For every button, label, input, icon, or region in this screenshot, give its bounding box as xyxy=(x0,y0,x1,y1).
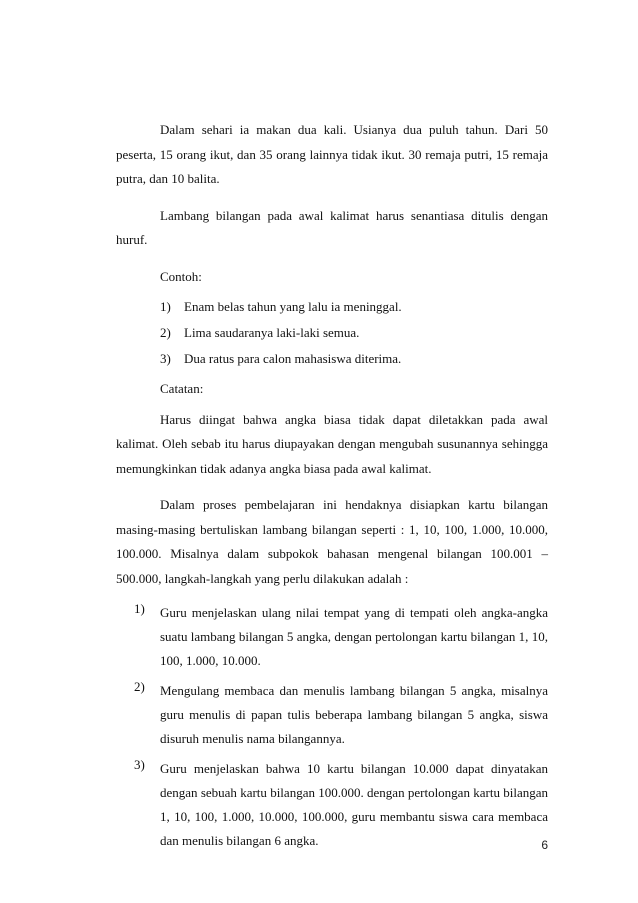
list-number: 3) xyxy=(134,757,145,772)
list-number: 1) xyxy=(134,601,145,616)
list-number: 2) xyxy=(134,679,145,694)
list-item xyxy=(160,347,548,371)
list-text: Dua ratus para calon mahasiswa diterima. xyxy=(184,351,402,366)
steps-list xyxy=(116,601,548,853)
page-content xyxy=(116,118,548,859)
list-text: Lima saudaranya laki-laki semua. xyxy=(184,325,360,340)
list-text: Mengulang membaca dan menulis lambang bilangan 5 angka, misalnya guru menulis di papan tulis beberapa lambang bilangan 5 angka, siswa disuruh menulis nama bilangannya. xyxy=(160,683,548,746)
paragraph-catatan: Harus diingat bahwa angka biasa tidak dapat diletakkan pada awal kalimat. Oleh sebab itu harus diupayakan dengan mengubah susunannya sehingga memungkinkan tidak adanya angka biasa pada awal kalimat. xyxy=(116,411,548,476)
list-item xyxy=(160,321,548,345)
list-item xyxy=(116,601,548,673)
paragraph-pembelajaran: Dalam proses pembelajaran ini hendaknya disiapkan kartu bilangan masing-masing bertuliskan lambang bilangan seperti : 1, 10, 100, 1.000, 10.000, 100.000. Misalnya dalam subpokok bahasan mengenal bilangan 100.001 – 500.000, langkah-langkah yang perlu dilakukan adalah : xyxy=(116,497,548,586)
list-text: Enam belas tahun yang lalu ia meninggal. xyxy=(184,299,402,314)
paragraph-usia: Dalam sehari ia makan dua kali. Usianya dua puluh tahun. Dari 50 peserta, 15 orang ikut, dan 35 orang lainnya tidak ikut. 30 remaja putri, 15 remaja putra, dan 10 balita. xyxy=(116,122,548,186)
list-item xyxy=(116,679,548,751)
list-text: Guru menjelaskan ulang nilai tempat yang di tempati oleh angka-angka suatu lambang bilangan 5 angka, dengan pertolongan kartu bilangan 1, 10, 100, 1.000, 10.000. xyxy=(160,605,548,668)
list-item xyxy=(116,757,548,853)
list-number: 1) xyxy=(160,299,171,314)
list-text: Guru menjelaskan bahwa 10 kartu bilangan 10.000 dapat dinyatakan dengan sebuah kartu bilangan 100.000. dengan pertolongan kartu bilangan 1, 10, 100, 1.000, 10.000, 100.000, guru membantu siswa cara membaca dan menulis bilangan 6 angka. xyxy=(160,761,548,848)
list-number: 3) xyxy=(160,351,171,366)
paragraph-lambang-bilangan: Lambang bilangan pada awal kalimat harus senantiasa ditulis dengan huruf. xyxy=(116,207,548,247)
list-number: 2) xyxy=(160,325,171,340)
catatan-label: Catatan: xyxy=(160,381,204,396)
list-item xyxy=(160,295,548,319)
contoh-label: Contoh: xyxy=(160,268,202,284)
page-number: 6 xyxy=(541,838,548,852)
example-list xyxy=(160,295,548,371)
